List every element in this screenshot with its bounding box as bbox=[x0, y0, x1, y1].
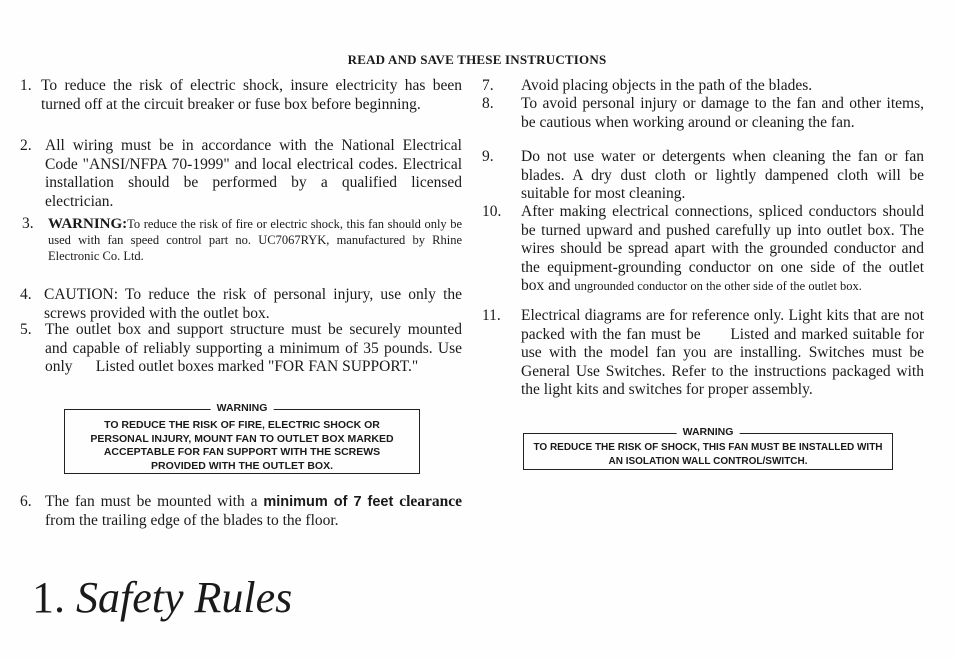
page-heading: READ AND SAVE THESE INSTRUCTIONS bbox=[347, 52, 607, 67]
section-title bbox=[32, 572, 292, 623]
item-number: 5. bbox=[20, 321, 32, 338]
item-number: 4. bbox=[20, 286, 32, 303]
item-text: To avoid personal injury or damage to the fan and other items, be cautious when working around or cleaning the fan. bbox=[521, 95, 924, 131]
item-text-small: ungrounded conductor on the other side of the outlet box. bbox=[574, 279, 862, 293]
item-text bbox=[45, 493, 462, 530]
warning-label: WARNING: bbox=[48, 216, 128, 232]
item-number: 11. bbox=[482, 307, 501, 324]
warning-box-fan-support bbox=[64, 402, 420, 474]
section-number: 1. bbox=[32, 573, 65, 622]
item-text-post: from the trailing edge of the blades to the floor. bbox=[45, 511, 339, 529]
warning-text: To reduce the risk of fire or electric shock, this fan should only be used with fan speed control part no. UC7067RYK, manufactured by Rhine Electronic Co. Ltd. bbox=[48, 217, 462, 263]
item-text: Electrical diagrams are for reference only. Light kits that are not packed with the fan must be Listed and marked suitable for use with the model fan you are installing. Switches must be General Use Switches. Refer to the instructions packaged with the light kits and switches for proper assembly. bbox=[521, 307, 948, 398]
item-text: All wiring must be in accordance with the National Electrical Code "ANSI/NFPA 70-1999" and local electrical codes. Electrical installation should be performed by a qualified licensed electrician. bbox=[45, 137, 462, 210]
item-number: 10. bbox=[482, 203, 502, 220]
item-text-bold: minimum of 7 feet bbox=[263, 494, 394, 510]
item-number: 3. bbox=[22, 215, 34, 232]
item-number: 1. bbox=[20, 77, 32, 94]
warning-box-text: TO REDUCE THE RISK OF FIRE, ELECTRIC SHOCK OR PERSONAL INJURY, MOUNT FAN TO OUTLET BOX MARKED ACCEPTABLE FOR FAN SUPPORT WITH THE SCREWS PROVIDED WITH THE OUTLET BOX. bbox=[90, 419, 394, 472]
item-text: The outlet box and support structure must be securely mounted and capable of reliably supporting a minimum of 35 pounds. Use only Listed outlet boxes marked "FOR FAN SUPPORT." bbox=[45, 321, 466, 375]
item-number: 7. bbox=[482, 77, 494, 94]
item-number: 9. bbox=[482, 148, 494, 165]
item-text: Avoid placing objects in the path of the blades. bbox=[521, 77, 813, 94]
item-number: 2. bbox=[20, 137, 32, 154]
warning-box-isolation bbox=[523, 426, 893, 470]
item-text: To reduce the risk of electric shock, insure electricity has been turned off at the circuit breaker or fuse box before beginning. bbox=[41, 77, 462, 113]
item-text-main: After making electrical connections, spliced conductors should be turned upward and pushed carefully up into outlet box. The wires should be spread apart with the grounded conductor and the equipment-grounding conductor on one side of the outlet box and bbox=[521, 203, 924, 294]
item-number: 8. bbox=[482, 95, 494, 112]
item-text-bold: clearance bbox=[399, 493, 463, 510]
item-text bbox=[521, 203, 924, 296]
item-text: CAUTION: To reduce the risk of personal injury, use only the screws provided with the outlet box. bbox=[44, 286, 462, 322]
item-text bbox=[48, 216, 462, 264]
warning-box-text: TO REDUCE THE RISK OF SHOCK, THIS FAN MUST BE INSTALLED WITH AN ISOLATION WALL CONTROL/SWITCH. bbox=[533, 442, 883, 467]
warning-box-title: WARNING bbox=[211, 402, 274, 416]
section-title-text: Safety Rules bbox=[76, 573, 293, 622]
item-text-pre: The fan must be mounted with a bbox=[45, 493, 264, 510]
warning-box-title: WARNING bbox=[677, 426, 740, 440]
item-number: 6. bbox=[20, 493, 32, 510]
item-text: Do not use water or detergents when cleaning the fan or fan blades. A dry dust cloth or lightly dampened cloth will be suitable for most cleaning. bbox=[521, 148, 924, 202]
